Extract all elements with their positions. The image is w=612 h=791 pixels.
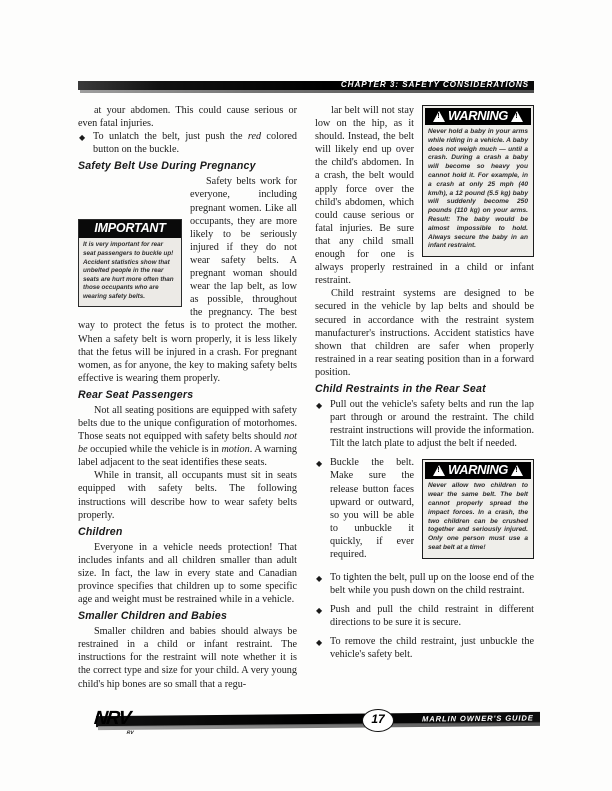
heading-rear-seat-passengers: Rear Seat Passengers [78,388,194,401]
bullet-icon: ◆ [316,400,323,410]
heading-smaller-children-babies: Smaller Children and Babies [78,610,228,623]
warning-triangle-icon [433,111,445,122]
warning-box-2-body: Never allow two children to wear the same belt. The belt cannot properly spread the impact forces. In a crash, the two children can be crushed together and seriously injured. Only one person must use a seat belt at a time! [428,482,528,551]
list-item [315,571,534,597]
paragraph-continued-right: lar belt will not stay low on the hip, as it should. Instead, the belt will likely end up over the child's abdomen. In a crash, the belt would apply force over the child's abdomen, which could cause serious or fatal injuries. Be sure that any child small enough for one is always properly restrained in a child or infant restraint. [315,105,534,287]
chapter-title: CHAPTER 3: SAFETY CONSIDERATIONS [340,80,529,89]
bullet-list-restraint-step-1 [315,398,534,450]
left-column [78,104,297,691]
paragraph-rear-seat-1: Not all seating positions are equipped with safety belts due to the unique configuration of motorhomes. Those seats not equipped with safety belts should not be occupied while the vehicle is in motion. A warning label adjacent to the seat identifies these seats. [78,404,298,469]
bullet-icon: ◆ [316,573,323,583]
bullet-text: Pull out the vehicle's safety belts and run the lap part through or around the restraint. The child restraint instructions will provide the information. Tilt the latch plate to adjust the belt if needed. [330,398,534,450]
warning-callout-box-1 [422,105,534,257]
bullet-list-unlatch [78,130,297,156]
bullet-list-restraint-steps-rest [315,571,534,662]
list-item [315,398,534,450]
heading-children: Children [78,525,123,538]
restraint-step-2-block [315,456,534,561]
right-column [315,104,534,661]
paragraph-continued-left: at your abdomen. This could cause serious or even fatal injuries. [78,105,297,130]
bullet-text-post: colored button on the buckle. [93,131,297,156]
guide-title: MARLIN OWNER'S GUIDE [422,713,534,724]
bullet-text-pre: To unlatch the belt, just push the [93,131,248,143]
bullet-icon: ◆ [316,638,323,648]
warning-box-1-title-bar [425,108,531,125]
paragraph-rear-seat-2: While in transit, all occupants must sit in seats equipped with safety belts. The following instructions will describe how to wear safety belts properly. [78,470,297,521]
warning-box-1-title: WARNING [447,108,509,123]
header-bar-shadow [80,90,534,93]
important-box-title: IMPORTANT [79,220,181,238]
nrv-logo-tagline: RV [126,730,134,736]
bullet-text: To remove the child restraint, just unbuckle the vehicle's safety belt. [330,636,534,661]
important-callout-box [78,219,182,306]
nrv-logo-text: NRV [93,708,131,729]
bullet-text: To tighten the belt, pull up on the loose end of the belt while you push down on the child restraint. [330,571,534,596]
bullet-text: Buckle the belt. Make sure the release button faces upward or outward, so you will be able to unbuckle it quickly, if ever required. [330,457,414,560]
paragraph-children: Everyone in a vehicle needs protection! That includes infants and all children smaller than adult size. In fact, the law in every state and Canadian province specifies that children up to some specific age and weight must be restrained while in a vehicle. [78,541,297,606]
paragraph-child-restraint-systems: Child restraint systems are designed to be secured in the vehicle by lap belts and should be secured in accordance with the restraint system manufacturer's instructions. Accident statistics have shown that children are safer when properly restrained in a rear seating position than in a forward position. [315,288,534,378]
page-footer [72,708,540,738]
list-item [315,635,534,661]
bullet-text: Push and pull the child restraint in different directions to be sure it is secure. [330,603,534,628]
right-continued-block [315,104,534,287]
pregnancy-block [78,175,297,385]
heading-safety-belt-pregnancy: Safety Belt Use During Pregnancy [78,160,256,173]
paragraph-pregnancy: Safety belts work for everyone, including pregnant women. Like all occupants, they are more likely to be seriously injured if they do not wear safety belts. A pregnant woman should wear the lap belt, as low as possible, throughout the pregnancy. The best way to protect the fetus is to protect the mother. When a safety belt is worn properly, it is less likely that the fetus will be injured in a crash. For pregnant women, as for anyone, the key to making safety belts effective is wearing them properly. [78,176,297,384]
paragraph-smaller-children: Smaller children and babies should always be restrained in a child or infant restraint. The instructions for the restraint will note whether it is the correct type and size for your child. A very young child's hip bones are so small that a regu- [78,626,297,690]
bullet-icon: ◆ [79,133,86,143]
bullet-icon: ◆ [316,605,323,615]
warning-box-1-body: Never hold a baby in your arms while riding in a vehicle. A baby does not weigh much — until a crash. During a crash a baby will become so heavy you cannot hold it. For example, in a crash at only 25 mph (40 km/h), a 12 pound (5.5 kg) baby will suddenly become 250 pounds (110 kg) on your arms. Result: The baby would be almost impossible to hold. Always secure the baby in an infant restraint. [428,128,528,250]
heading-child-restraints-rear-seat: Child Restraints in the Rear Seat [315,382,486,395]
bullet-text-emphasis: red [247,131,262,143]
important-box-body: It is very important for rear seat passengers to buckle up! Accident statistics show that unbelted people in the rear seats are hurt more often than those occupants who are wearing safety belts. [83,241,174,300]
bullet-icon: ◆ [316,459,323,469]
list-item [315,456,534,561]
warning-triangle-icon [511,111,523,122]
list-item [78,130,297,156]
page-header-banner [78,81,534,94]
nrv-logo [93,708,165,736]
page-number: 17 [362,709,394,732]
warning-box-2-title: WARNING [447,462,509,478]
bullet-list-restraint-step-2 [315,456,534,561]
list-item [315,603,534,629]
